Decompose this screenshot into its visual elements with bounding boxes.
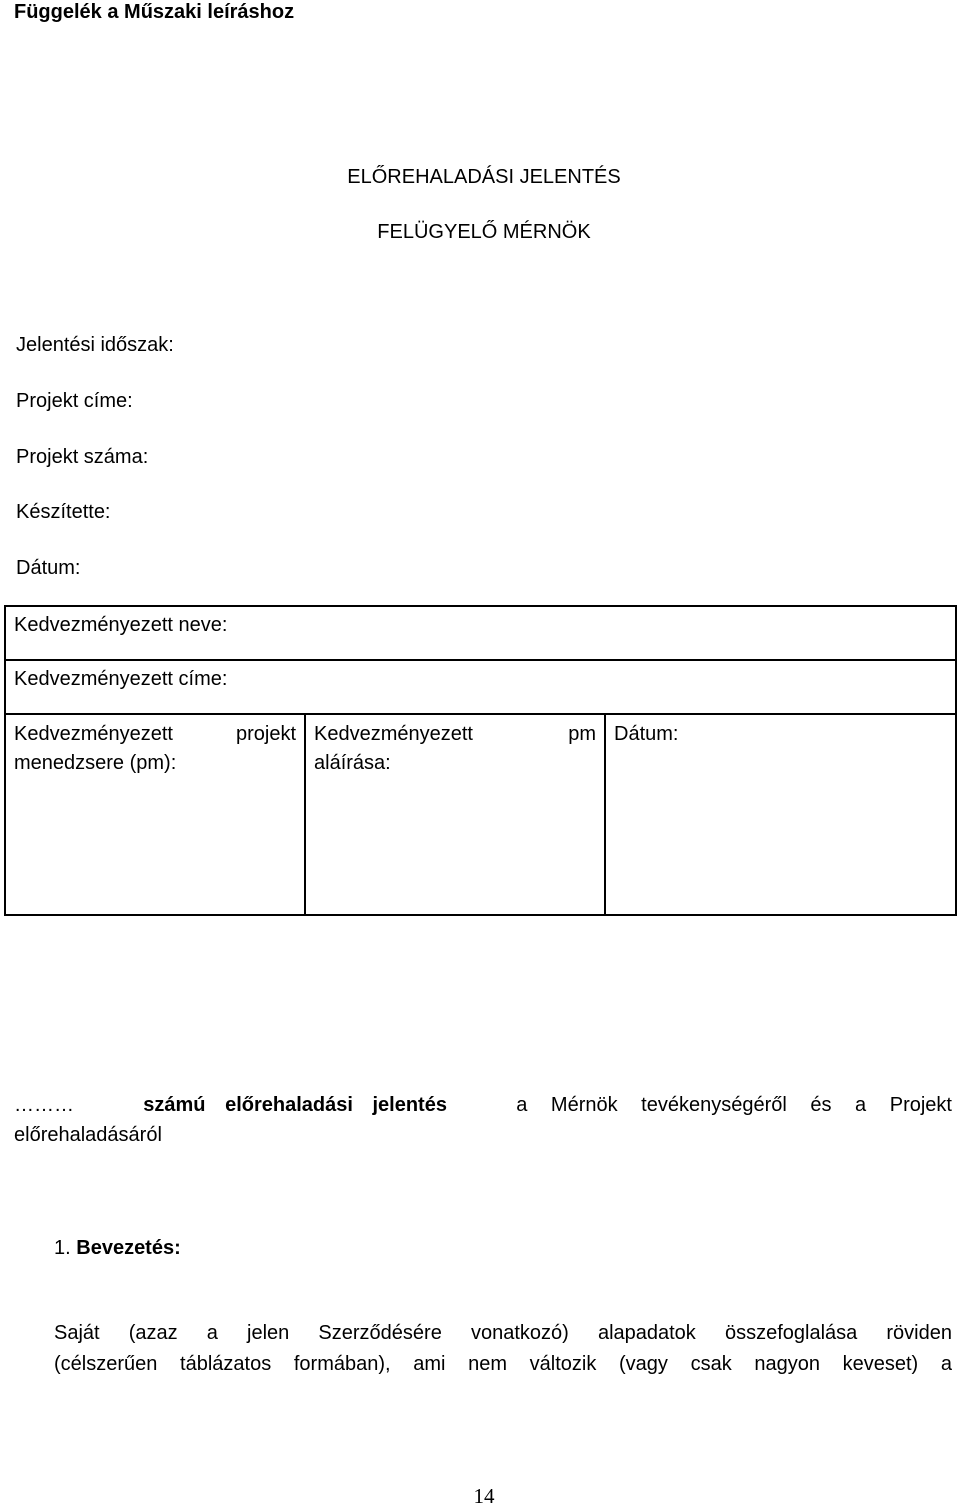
pm-signature-cell — [305, 714, 605, 915]
body-line2: (célszerűen táblázatos formában), ami nem változik (vagy csak nagyon keveset) a — [54, 1353, 952, 1375]
field-reporting-period: Jelentési időszak: — [16, 334, 174, 356]
pm-signature-word2: pm — [568, 723, 596, 745]
section-number: 1. — [54, 1237, 71, 1259]
report-subject-phrase: a Mérnök tevékenységéről és a Projekt — [516, 1094, 952, 1116]
report-subject-line2: előrehaladásáról — [14, 1124, 162, 1146]
section-heading — [54, 1235, 181, 1261]
dots: ……… — [14, 1094, 74, 1116]
section-body — [54, 1318, 952, 1380]
report-title: ELŐREHALADÁSI JELENTÉS — [347, 166, 621, 188]
pm-name-word2: projekt — [235, 723, 296, 745]
field-prepared-by: Készítette: — [16, 501, 111, 523]
pm-signature-word3: aláírása: — [314, 752, 391, 774]
report-intro-paragraph — [14, 1090, 952, 1150]
section-title: Bevezetés: — [76, 1237, 181, 1259]
signature-date-label: Dátum: — [614, 723, 679, 745]
pm-name-cell — [5, 714, 305, 915]
beneficiary-table — [4, 605, 957, 916]
field-project-title: Projekt címe: — [16, 390, 133, 412]
pm-name-word3: menedzsere (pm): — [14, 752, 177, 774]
field-project-number: Projekt száma: — [16, 446, 149, 468]
beneficiary-name-label: Kedvezményezett neve: — [14, 614, 228, 636]
beneficiary-address-cell — [5, 660, 956, 714]
page-number: 14 — [473, 1484, 495, 1508]
signature-date-cell — [605, 714, 956, 915]
document-header: Függelék a Műszaki leíráshoz — [14, 1, 295, 23]
beneficiary-name-cell — [5, 606, 956, 660]
report-subtitle: FELÜGYELŐ MÉRNÖK — [377, 221, 591, 243]
pm-signature-word1: Kedvezményezett — [314, 723, 473, 745]
pm-name-word1: Kedvezményezett — [14, 723, 173, 745]
beneficiary-address-label: Kedvezményezett címe: — [14, 668, 228, 690]
field-date: Dátum: — [16, 557, 81, 579]
body-line1: Saját (azaz a jelen Szerződésére vonatkozó) alapadatok összefoglalása röviden — [54, 1322, 952, 1344]
report-number-phrase: számú előrehaladási jelentés — [143, 1094, 447, 1116]
